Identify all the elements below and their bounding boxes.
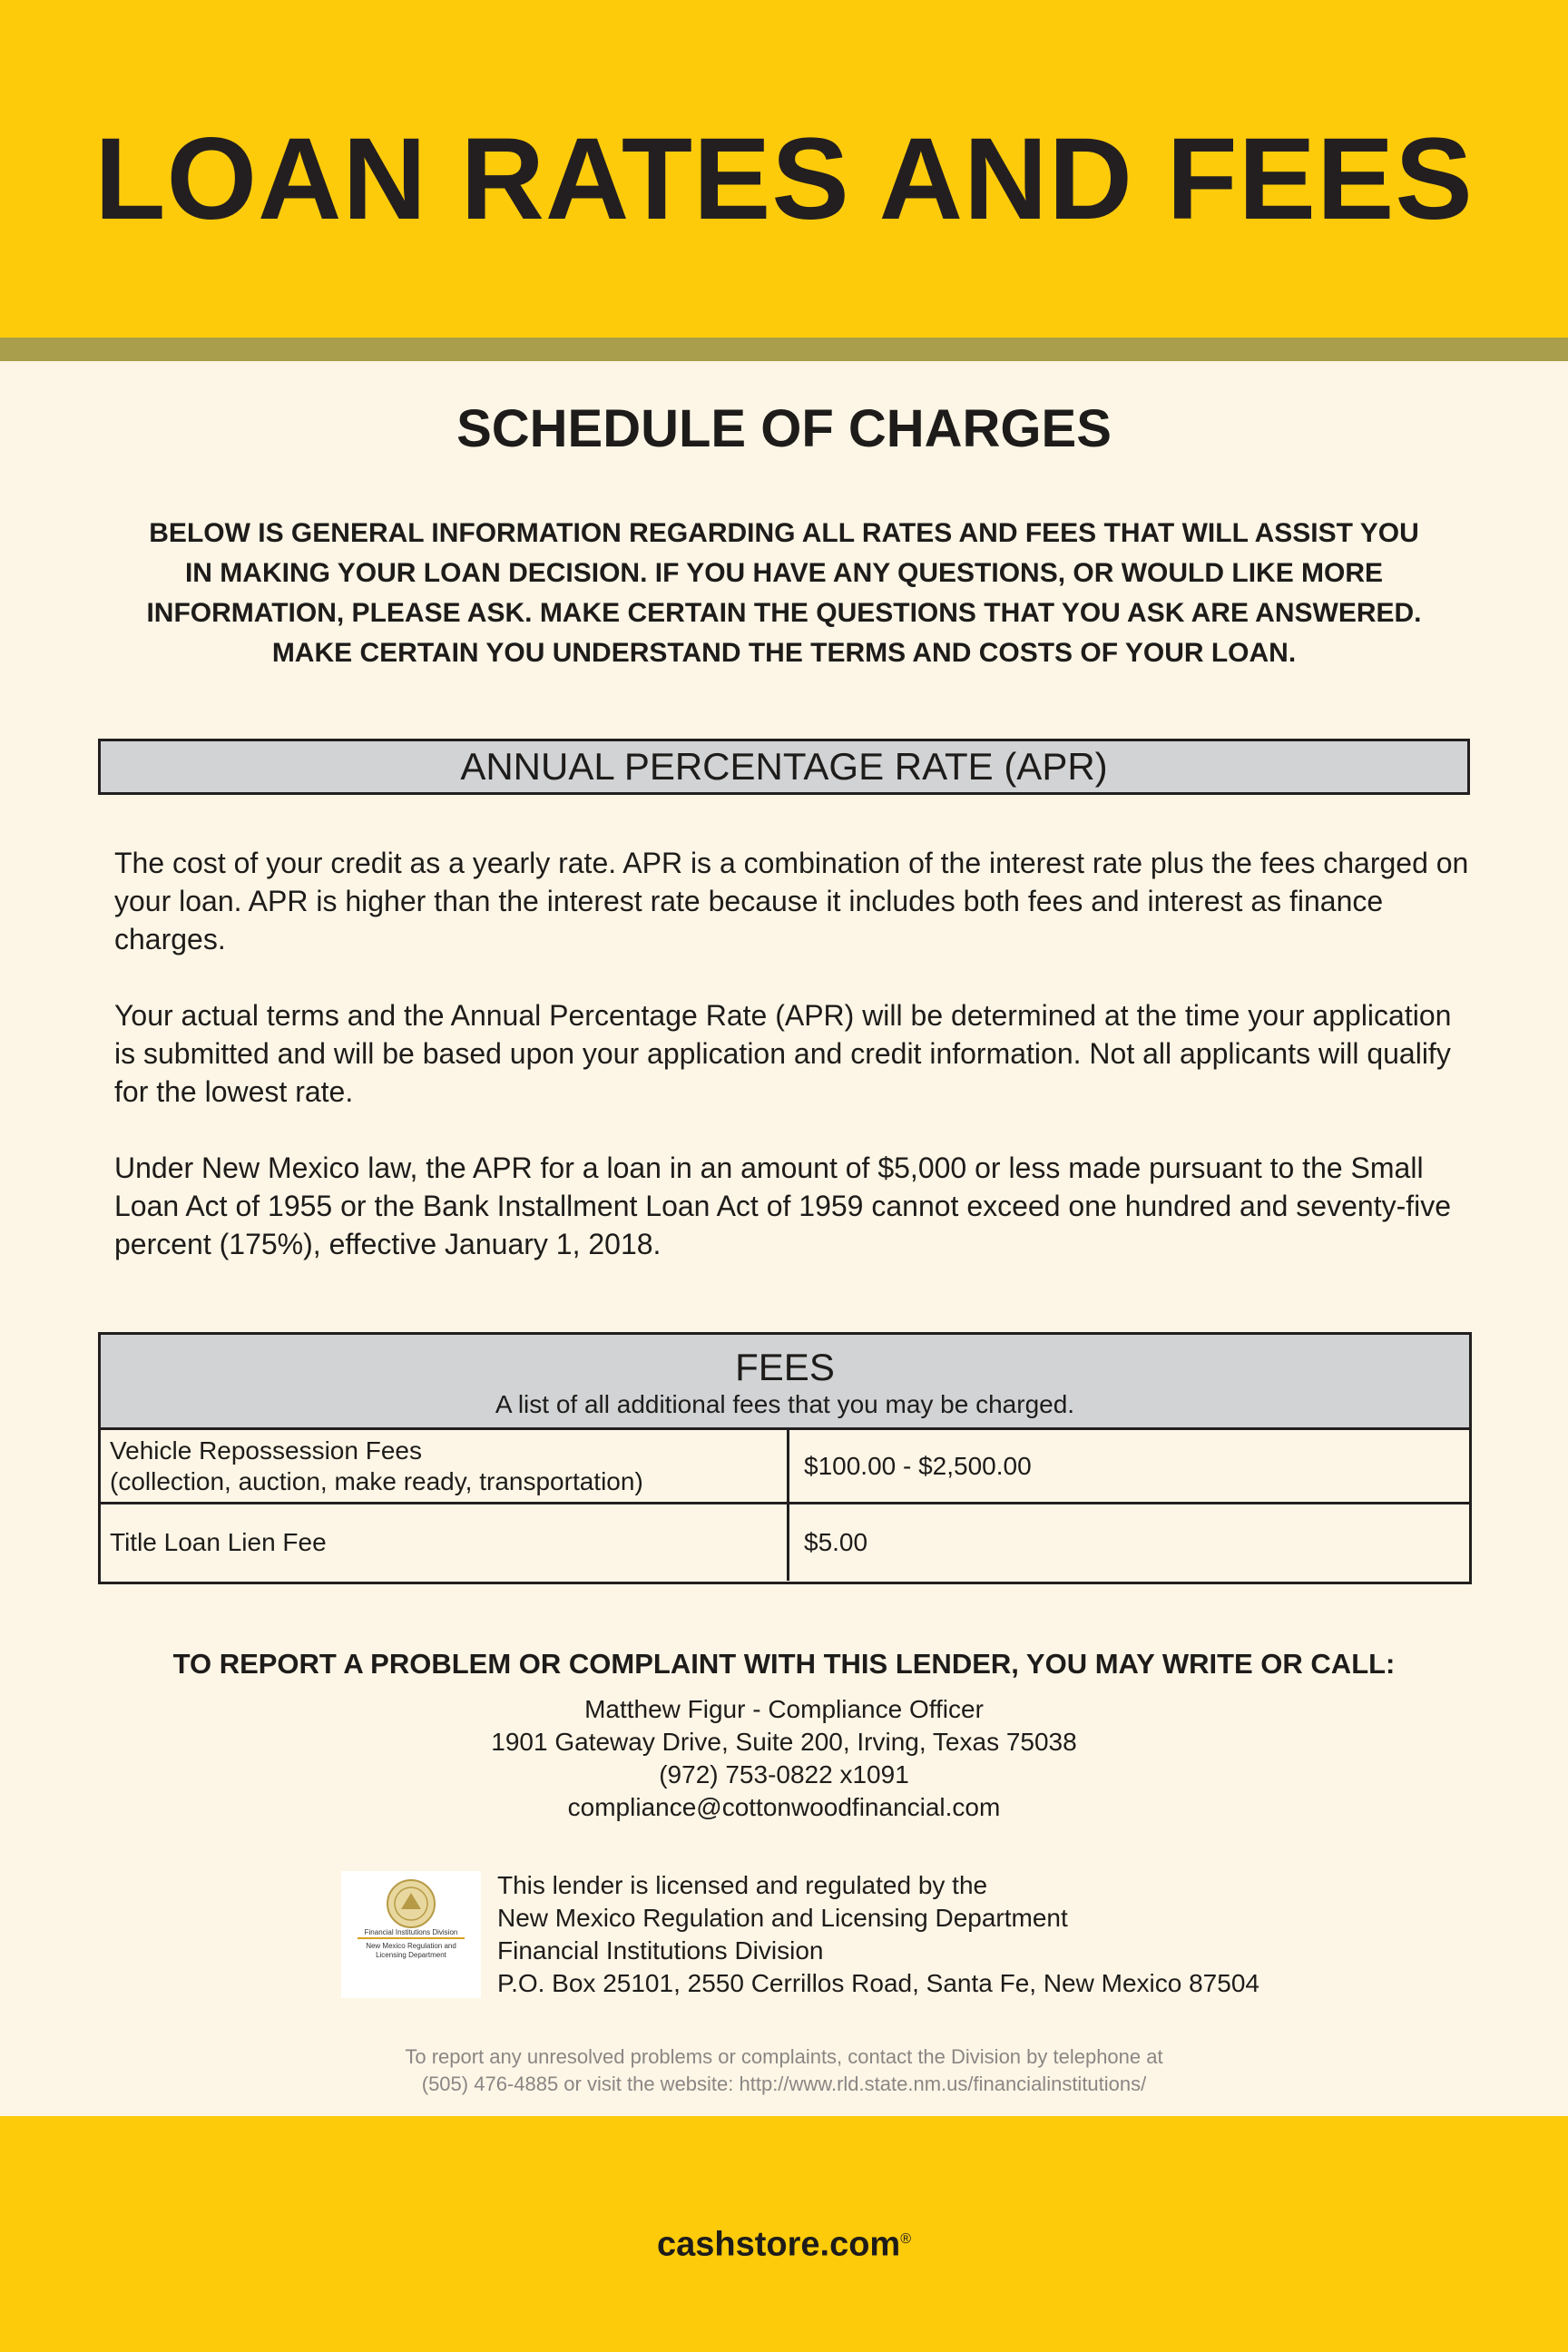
seal-caption-bottom: New Mexico Regulation and Licensing Department <box>366 1942 456 1959</box>
seal-caption-top: Financial Institutions Division <box>364 1928 458 1936</box>
contact-address: 1901 Gateway Drive, Suite 200, Irving, Texas 75038 <box>491 1728 1077 1756</box>
fee-name: Vehicle Repossession Fees <box>110 1436 422 1465</box>
fine-print <box>0 2043 1568 2098</box>
regulator-line: This lender is licensed and regulated by the <box>497 1871 988 1899</box>
table-row <box>101 1430 1469 1504</box>
fine-print-line: To report any unresolved problems or complaints, contact the Division by telephone at <box>405 2045 1163 2068</box>
contact-block <box>0 1693 1568 1824</box>
contact-email[interactable]: compliance@cottonwoodfinancial.com <box>567 1793 1001 1821</box>
intro-text <box>91 514 1477 673</box>
fee-name: Title Loan Lien Fee <box>110 1528 327 1556</box>
schedule-title: SCHEDULE OF CHARGES <box>456 399 1112 458</box>
regulator-line: Financial Institutions Division <box>497 1936 824 1965</box>
apr-paragraph: Under New Mexico law, the APR for a loan in an amount of $5,000 or less made pursuant to the Small Loan Act of 1955 or the Bank Installment Loan Act of 1959 cannot exceed one hundred and seventy-five percent (175%), effective January 1, 2018. <box>114 1152 1452 1260</box>
fees-table <box>98 1332 1472 1584</box>
fees-title: FEES <box>735 1346 835 1388</box>
intro-line: INFORMATION, PLEASE ASK. MAKE CERTAIN THE QUESTIONS THAT YOU ASK ARE ANSWERED. <box>146 598 1422 628</box>
apr-paragraph: Your actual terms and the Annual Percentage Rate (APR) will be determined at the time your application is submitted and will be based upon your application and credit information. Not all applicants will qualify for the lowest rate. <box>114 999 1452 1108</box>
fee-name-cell <box>101 1430 789 1502</box>
regulator-line: P.O. Box 25101, 2550 Cerrillos Road, Santa Fe, New Mexico 87504 <box>497 1969 1259 1997</box>
fine-print-link[interactable]: (505) 476-4885 or visit the website: http://www.rld.state.nm.us/financialinstitutions/ <box>421 2073 1147 2095</box>
apr-heading: ANNUAL PERCENTAGE RATE (APR) <box>98 739 1470 795</box>
fee-value: $100.00 - $2,500.00 <box>804 1451 1032 1480</box>
regulator-text <box>497 1869 1314 2000</box>
page-title: LOAN RATES AND FEES <box>94 114 1474 244</box>
header-stripe <box>0 338 1568 361</box>
report-heading: TO REPORT A PROBLEM OR COMPLAINT WITH THIS LENDER, YOU MAY WRITE OR CALL: <box>172 1648 1396 1680</box>
contact-phone[interactable]: (972) 753-0822 x1091 <box>659 1760 909 1788</box>
seal-icon <box>341 1871 481 1998</box>
regulator-line: New Mexico Regulation and Licensing Department <box>497 1904 1068 1932</box>
brand-name: cashstore.com <box>656 2225 901 2264</box>
regulator-seal <box>341 1871 481 1998</box>
apr-paragraph: The cost of your credit as a yearly rate. APR is a combination of the interest rate plus the fees charged on your loan. APR is higher than the interest rate because it includes both fees and interest as finance charges. <box>114 847 1469 956</box>
intro-line: IN MAKING YOUR LOAN DECISION. IF YOU HAVE ANY QUESTIONS, OR WOULD LIKE MORE <box>184 558 1384 588</box>
fee-detail: (collection, auction, make ready, transportation) <box>110 1466 643 1495</box>
fee-value: $5.00 <box>804 1528 868 1556</box>
apr-body <box>114 844 1475 1301</box>
intro-line: BELOW IS GENERAL INFORMATION REGARDING ALL RATES AND FEES THAT WILL ASSIST YOU <box>149 518 1419 548</box>
table-row <box>101 1504 1469 1581</box>
registered-mark: ® <box>900 2231 912 2247</box>
footer-brand[interactable] <box>0 2218 1568 2267</box>
intro-line: MAKE CERTAIN YOU UNDERSTAND THE TERMS AND COSTS OF YOUR LOAN. <box>271 638 1297 668</box>
contact-name: Matthew Figur - Compliance Officer <box>584 1695 984 1723</box>
fees-header <box>101 1335 1469 1430</box>
fees-subtitle: A list of all additional fees that you may be charged. <box>495 1390 1075 1418</box>
fee-name-cell <box>101 1504 789 1581</box>
